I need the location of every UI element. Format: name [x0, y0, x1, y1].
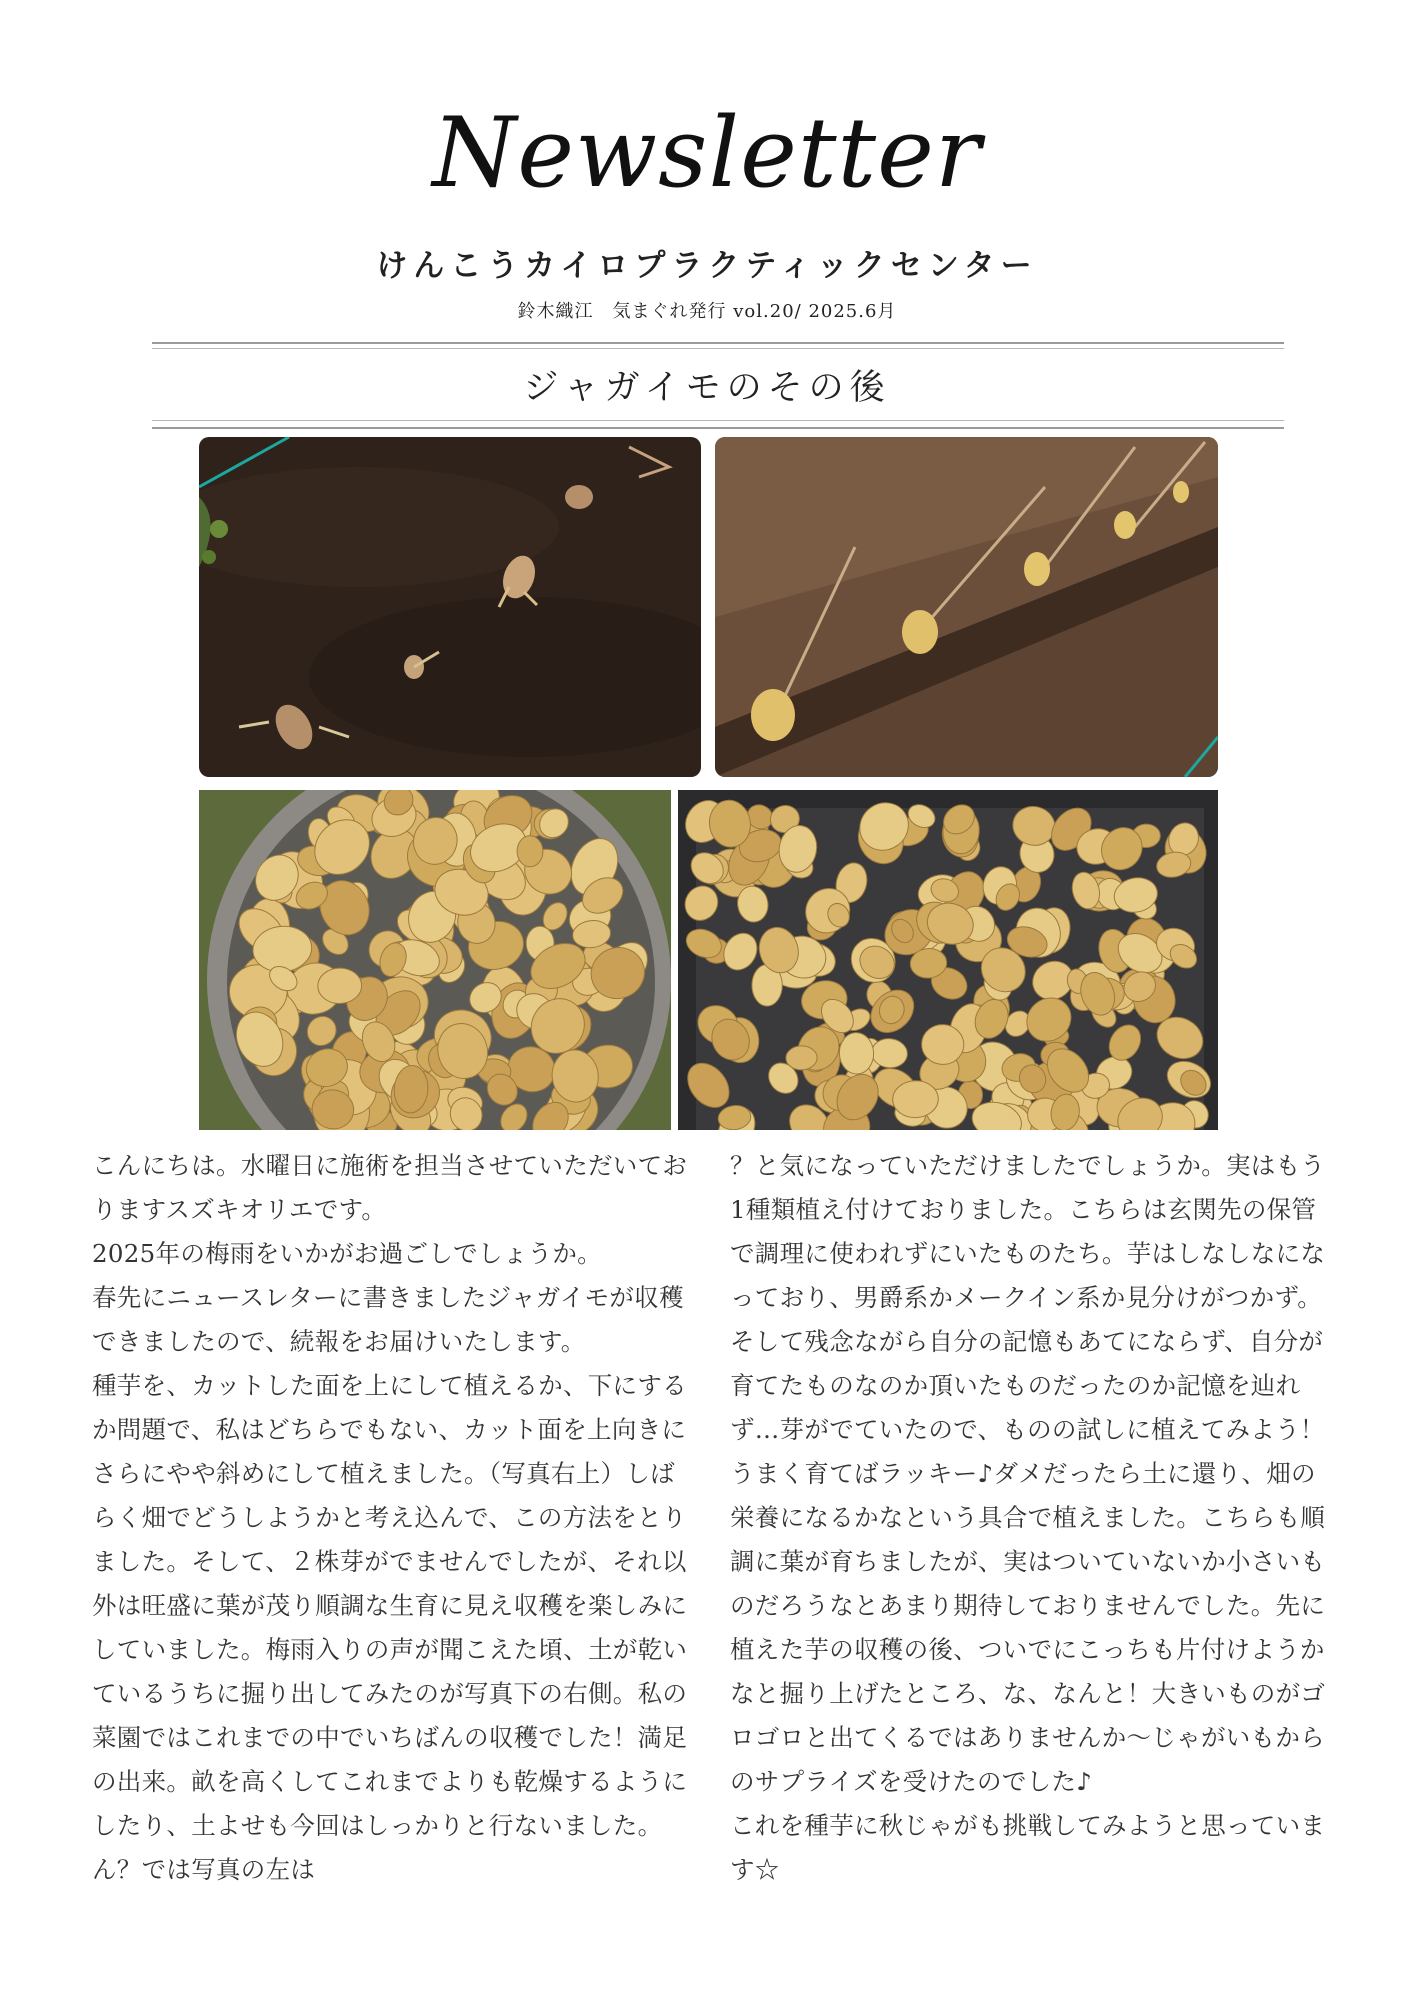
photo-sprouts-in-soil	[199, 437, 701, 777]
photo-harvest-sieve	[199, 790, 671, 1130]
article-right-column	[730, 1144, 1330, 1892]
potato-shape	[517, 836, 543, 867]
clinic-name: けんこうカイロプラクティックセンター	[376, 248, 1038, 284]
left-paragraph-planting: 種芋を、カットした面を上にして植えるか、下にするか問題で、私はどちらでもない、カット面を上向きにさらにやや斜めにして植えました。（写真右上）しばらく畑でどうしようかと考え込んで、この方法をとりました。そして、２株芽がでませんでしたが、それ以外は旺盛に葉が茂り順調な生育に見え収穫を楽しみにしていました。梅雨入りの声が聞こえた頃、土が乾いているうちに掘り出してみたのが写真下の右側。私の菜園ではこれまでの中でいちばんの収穫でした！満足の出来。畝を高くしてこれまでよりも乾燥するようにしたり、土よせも今回はしっかりと行ないました。ん？では写真の左は	[92, 1371, 688, 1884]
newsletter-masthead: Newsletter	[432, 97, 982, 209]
bottom-rule-outer	[152, 427, 1284, 429]
left-paragraph-rainy-season: 2025年の梅雨をいかがお過ごしでしょうか。	[92, 1239, 602, 1268]
left-paragraph-greeting: こんにちは。水曜日に施術を担当させていただいておりますスズキオリエです。	[92, 1151, 688, 1224]
left-paragraph-update: 春先にニュースレターに書きましたジャガイモが収穫できましたので、続報をお届けいたします。	[92, 1283, 684, 1356]
photo-cut-potatoes-in-furrow	[715, 437, 1218, 777]
top-rule-inner	[152, 348, 1284, 349]
right-paragraph-autumn: これを種芋に秋じゃがも挑戦してみようと思っています☆	[730, 1811, 1326, 1884]
bottom-rule-inner	[152, 420, 1284, 421]
article-left-column	[92, 1144, 692, 1892]
right-paragraph-surprise: ？と気になっていただけましたでしょうか。実はもう1種類植え付けておりました。こちらは玄関先の保管で調理に使われずにいたものたち。芋はしなしなになっており、男爵系かメークイン系か見分けがつかず。そして残念ながら自分の記憶もあてにならず、自分が育てたものなのか頂いたものだったのか記憶を辿れず…芽がでていたので、ものの試しに植えてみよう！うまく育てばラッキー♪ダメだったら土に還り、畑の栄養になるかなという具合で植えました。こちらも順調に葉が育ちましたが、実はついていないか小さいものだろうなとあまり期待しておりませんでした。先に植えた芋の収穫の後、ついでにこっちも片付けようかなと掘り上げたところ、な、なんと！大きいものがゴロゴロと出てくるではありませんか〜じゃがいもからのサプライズを受けたのでした♪	[730, 1151, 1326, 1796]
top-rule-outer	[152, 342, 1284, 344]
potato-shape	[317, 968, 361, 1004]
article-headline: ジャガイモのその後	[523, 368, 891, 408]
issue-line: 鈴木織江 気まぐれ発行 vol.20/ 2025.6月	[517, 301, 897, 322]
photo-harvest-crate	[678, 790, 1218, 1130]
potato-shape	[786, 1046, 818, 1071]
